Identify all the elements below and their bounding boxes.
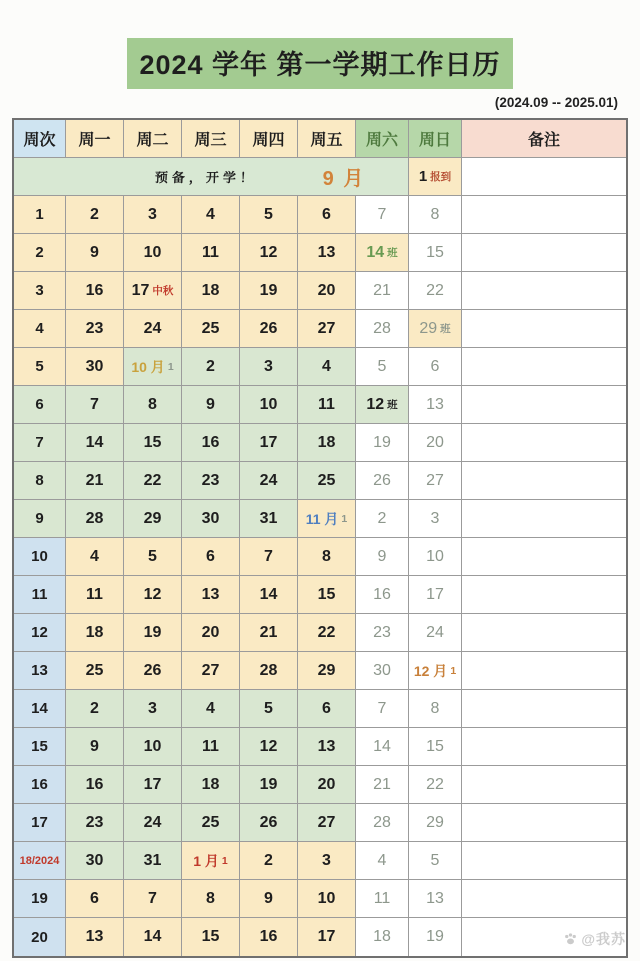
day-cell: 13 xyxy=(182,576,240,614)
day-cell: 19 xyxy=(124,614,182,652)
header-cell-wednesday: 周三 xyxy=(182,120,240,158)
day-cell: 30 xyxy=(182,500,240,538)
day-cell: 19 xyxy=(409,918,462,956)
day-cell: 10 xyxy=(124,234,182,272)
day-cell: 7 xyxy=(124,880,182,918)
september-band-cell xyxy=(14,158,409,196)
day-cell: 9 xyxy=(66,728,124,766)
day-cell: 28 xyxy=(356,804,409,842)
day-cell: 15 xyxy=(124,424,182,462)
day-cell: 10 月 1 xyxy=(124,348,182,386)
day-cell: 19 xyxy=(356,424,409,462)
title-row xyxy=(0,0,640,89)
note-cell xyxy=(462,804,626,842)
calendar-row xyxy=(14,196,626,234)
day-cell: 24 xyxy=(409,614,462,652)
day-cell: 23 xyxy=(66,804,124,842)
day-cell: 29 xyxy=(409,804,462,842)
calendar-rows xyxy=(14,196,626,956)
day-cell: 30 xyxy=(356,652,409,690)
day-cell: 9 xyxy=(66,234,124,272)
header-cell-saturday: 周六 xyxy=(356,120,409,158)
day-cell: 22 xyxy=(124,462,182,500)
day-cell: 29 班 xyxy=(409,310,462,348)
week-cell: 18/2024 xyxy=(14,842,66,880)
day-cell: 22 xyxy=(298,614,356,652)
day-cell: 14 xyxy=(66,424,124,462)
header-cell-sunday: 周日 xyxy=(409,120,462,158)
week-cell: 8 xyxy=(14,462,66,500)
calendar-row xyxy=(14,842,626,880)
calendar-row xyxy=(14,918,626,956)
day-cell: 11 xyxy=(66,576,124,614)
week-cell: 13 xyxy=(14,652,66,690)
day-cell: 2 xyxy=(356,500,409,538)
calendar-row xyxy=(14,386,626,424)
day-cell: 2 xyxy=(66,690,124,728)
day-cell: 15 xyxy=(409,234,462,272)
header-row xyxy=(14,120,626,158)
day-cell: 1 月 1 xyxy=(182,842,240,880)
day-cell: 9 xyxy=(356,538,409,576)
day-cell: 7 xyxy=(356,690,409,728)
day-cell: 21 xyxy=(356,766,409,804)
day-cell: 23 xyxy=(182,462,240,500)
day-cell: 24 xyxy=(240,462,298,500)
day-cell: 5 xyxy=(240,196,298,234)
day-cell: 25 xyxy=(182,310,240,348)
day-cell: 3 xyxy=(240,348,298,386)
day-cell: 11 xyxy=(182,234,240,272)
day-cell: 11 xyxy=(356,880,409,918)
day-cell: 5 xyxy=(409,842,462,880)
header-cell-monday: 周一 xyxy=(66,120,124,158)
day-cell: 26 xyxy=(240,310,298,348)
day-cell: 17 中秋 xyxy=(124,272,182,310)
day-cell: 30 xyxy=(66,842,124,880)
checkin-label: 报到 xyxy=(430,171,452,183)
note-cell xyxy=(462,652,626,690)
day-cell: 12 xyxy=(240,728,298,766)
day-cell: 10 xyxy=(298,880,356,918)
day-cell: 13 xyxy=(298,234,356,272)
calendar-row xyxy=(14,804,626,842)
week-cell: 4 xyxy=(14,310,66,348)
day-cell: 11 月 1 xyxy=(298,500,356,538)
day-cell: 6 xyxy=(182,538,240,576)
day-cell: 4 xyxy=(298,348,356,386)
page-title: 2024 学年 第一学期工作日历 xyxy=(127,38,512,89)
band-month-label: 9 月 xyxy=(322,168,366,190)
week-cell: 6 xyxy=(14,386,66,424)
day-cell: 12 月 1 xyxy=(409,652,462,690)
calendar-row xyxy=(14,310,626,348)
note-cell xyxy=(462,158,626,196)
note-cell xyxy=(462,766,626,804)
day-cell: 12 xyxy=(124,576,182,614)
day-cell: 30 xyxy=(66,348,124,386)
day-cell: 21 xyxy=(66,462,124,500)
calendar-row xyxy=(14,538,626,576)
day-cell: 8 xyxy=(298,538,356,576)
day-cell: 24 xyxy=(124,804,182,842)
checkin-day-number: 1 xyxy=(418,168,428,185)
day-cell: 28 xyxy=(356,310,409,348)
day-cell: 23 xyxy=(66,310,124,348)
calendar-table xyxy=(12,118,628,958)
day-cell: 28 xyxy=(66,500,124,538)
day-cell: 12 xyxy=(240,234,298,272)
day-cell: 8 xyxy=(409,690,462,728)
day-cell: 4 xyxy=(356,842,409,880)
day-cell: 22 xyxy=(409,272,462,310)
note-cell xyxy=(462,842,626,880)
week-cell: 7 xyxy=(14,424,66,462)
day-cell: 11 xyxy=(298,386,356,424)
day-cell: 12 班 xyxy=(356,386,409,424)
calendar-row xyxy=(14,462,626,500)
week-cell: 1 xyxy=(14,196,66,234)
day-cell: 3 xyxy=(124,196,182,234)
day-cell: 11 xyxy=(182,728,240,766)
day-cell: 4 xyxy=(182,690,240,728)
day-cell: 19 xyxy=(240,766,298,804)
note-cell xyxy=(462,462,626,500)
day-cell: 6 xyxy=(298,196,356,234)
watermark-text: @我苏 xyxy=(581,931,626,947)
day-cell: 18 xyxy=(298,424,356,462)
calendar-row xyxy=(14,424,626,462)
day-cell: 27 xyxy=(409,462,462,500)
day-cell: 16 xyxy=(240,918,298,956)
note-cell xyxy=(462,880,626,918)
day-cell: 15 xyxy=(182,918,240,956)
day-cell: 24 xyxy=(124,310,182,348)
day-cell: 20 xyxy=(182,614,240,652)
day-cell: 10 xyxy=(409,538,462,576)
calendar-row xyxy=(14,348,626,386)
day-cell: 4 xyxy=(66,538,124,576)
day-cell: 26 xyxy=(356,462,409,500)
day-cell: 2 xyxy=(66,196,124,234)
week-cell: 20 xyxy=(14,918,66,956)
band-label: 预备，开学！ xyxy=(154,170,257,185)
day-cell: 4 xyxy=(182,196,240,234)
day-cell: 7 xyxy=(240,538,298,576)
day-cell: 9 xyxy=(240,880,298,918)
day-cell: 31 xyxy=(124,842,182,880)
day-cell: 27 xyxy=(182,652,240,690)
calendar-row xyxy=(14,766,626,804)
week-cell: 3 xyxy=(14,272,66,310)
day-cell: 21 xyxy=(240,614,298,652)
day-cell: 3 xyxy=(124,690,182,728)
calendar-row xyxy=(14,690,626,728)
checkin-day-cell xyxy=(409,158,462,196)
day-cell: 6 xyxy=(66,880,124,918)
header-cell-thursday: 周四 xyxy=(240,120,298,158)
day-cell: 25 xyxy=(182,804,240,842)
header-cell-notes: 备注 xyxy=(462,120,626,158)
day-cell: 28 xyxy=(240,652,298,690)
note-cell xyxy=(462,614,626,652)
day-cell: 14 xyxy=(240,576,298,614)
header-cell-tuesday: 周二 xyxy=(124,120,182,158)
note-cell xyxy=(462,728,626,766)
day-cell: 6 xyxy=(298,690,356,728)
day-cell: 5 xyxy=(240,690,298,728)
day-cell: 13 xyxy=(409,386,462,424)
day-cell: 16 xyxy=(356,576,409,614)
day-cell: 22 xyxy=(409,766,462,804)
header-cell-friday: 周五 xyxy=(298,120,356,158)
day-cell: 5 xyxy=(356,348,409,386)
day-cell: 26 xyxy=(240,804,298,842)
day-cell: 2 xyxy=(240,842,298,880)
day-cell: 27 xyxy=(298,310,356,348)
day-cell: 16 xyxy=(66,766,124,804)
header-cell-week: 周次 xyxy=(14,120,66,158)
calendar-row xyxy=(14,652,626,690)
week-cell: 10 xyxy=(14,538,66,576)
day-cell: 7 xyxy=(356,196,409,234)
note-cell xyxy=(462,234,626,272)
week-cell: 15 xyxy=(14,728,66,766)
day-cell: 16 xyxy=(66,272,124,310)
paw-icon xyxy=(563,932,578,947)
day-cell: 20 xyxy=(298,766,356,804)
note-cell xyxy=(462,424,626,462)
calendar-row xyxy=(14,728,626,766)
day-cell: 25 xyxy=(66,652,124,690)
note-cell xyxy=(462,196,626,234)
day-cell: 21 xyxy=(356,272,409,310)
week-cell: 14 xyxy=(14,690,66,728)
week-cell: 19 xyxy=(14,880,66,918)
day-cell: 13 xyxy=(298,728,356,766)
day-cell: 9 xyxy=(182,386,240,424)
day-cell: 14 xyxy=(124,918,182,956)
day-cell: 14 班 xyxy=(356,234,409,272)
day-cell: 20 xyxy=(298,272,356,310)
day-cell: 6 xyxy=(409,348,462,386)
day-cell: 18 xyxy=(356,918,409,956)
day-cell: 20 xyxy=(409,424,462,462)
day-cell: 8 xyxy=(124,386,182,424)
day-cell: 18 xyxy=(182,766,240,804)
note-cell xyxy=(462,272,626,310)
week-cell: 17 xyxy=(14,804,66,842)
day-cell: 5 xyxy=(124,538,182,576)
day-cell: 17 xyxy=(240,424,298,462)
day-cell: 23 xyxy=(356,614,409,652)
day-cell: 25 xyxy=(298,462,356,500)
day-cell: 13 xyxy=(66,918,124,956)
note-cell xyxy=(462,348,626,386)
day-cell: 15 xyxy=(409,728,462,766)
september-band-row xyxy=(14,158,626,196)
calendar-row xyxy=(14,576,626,614)
calendar-row xyxy=(14,614,626,652)
note-cell xyxy=(462,310,626,348)
week-cell: 9 xyxy=(14,500,66,538)
day-cell: 3 xyxy=(298,842,356,880)
day-cell: 14 xyxy=(356,728,409,766)
note-cell xyxy=(462,538,626,576)
day-cell: 13 xyxy=(409,880,462,918)
day-cell: 7 xyxy=(66,386,124,424)
day-cell: 26 xyxy=(124,652,182,690)
day-cell: 27 xyxy=(298,804,356,842)
calendar-row xyxy=(14,234,626,272)
day-cell: 18 xyxy=(66,614,124,652)
day-cell: 8 xyxy=(182,880,240,918)
day-cell: 17 xyxy=(409,576,462,614)
note-cell xyxy=(462,386,626,424)
date-range-subtitle: (2024.09 -- 2025.01) xyxy=(494,95,618,110)
week-cell: 16 xyxy=(14,766,66,804)
day-cell: 17 xyxy=(298,918,356,956)
day-cell: 10 xyxy=(240,386,298,424)
note-cell xyxy=(462,500,626,538)
note-cell xyxy=(462,690,626,728)
calendar-row xyxy=(14,500,626,538)
day-cell: 3 xyxy=(409,500,462,538)
day-cell: 19 xyxy=(240,272,298,310)
week-cell: 11 xyxy=(14,576,66,614)
watermark xyxy=(563,929,626,949)
week-cell: 12 xyxy=(14,614,66,652)
day-cell: 15 xyxy=(298,576,356,614)
week-cell: 2 xyxy=(14,234,66,272)
calendar-row xyxy=(14,880,626,918)
week-cell: 5 xyxy=(14,348,66,386)
note-cell xyxy=(462,576,626,614)
day-cell: 18 xyxy=(182,272,240,310)
calendar-row xyxy=(14,272,626,310)
day-cell: 10 xyxy=(124,728,182,766)
day-cell: 29 xyxy=(124,500,182,538)
day-cell: 8 xyxy=(409,196,462,234)
day-cell: 17 xyxy=(124,766,182,804)
day-cell: 29 xyxy=(298,652,356,690)
day-cell: 16 xyxy=(182,424,240,462)
day-cell: 31 xyxy=(240,500,298,538)
day-cell: 2 xyxy=(182,348,240,386)
